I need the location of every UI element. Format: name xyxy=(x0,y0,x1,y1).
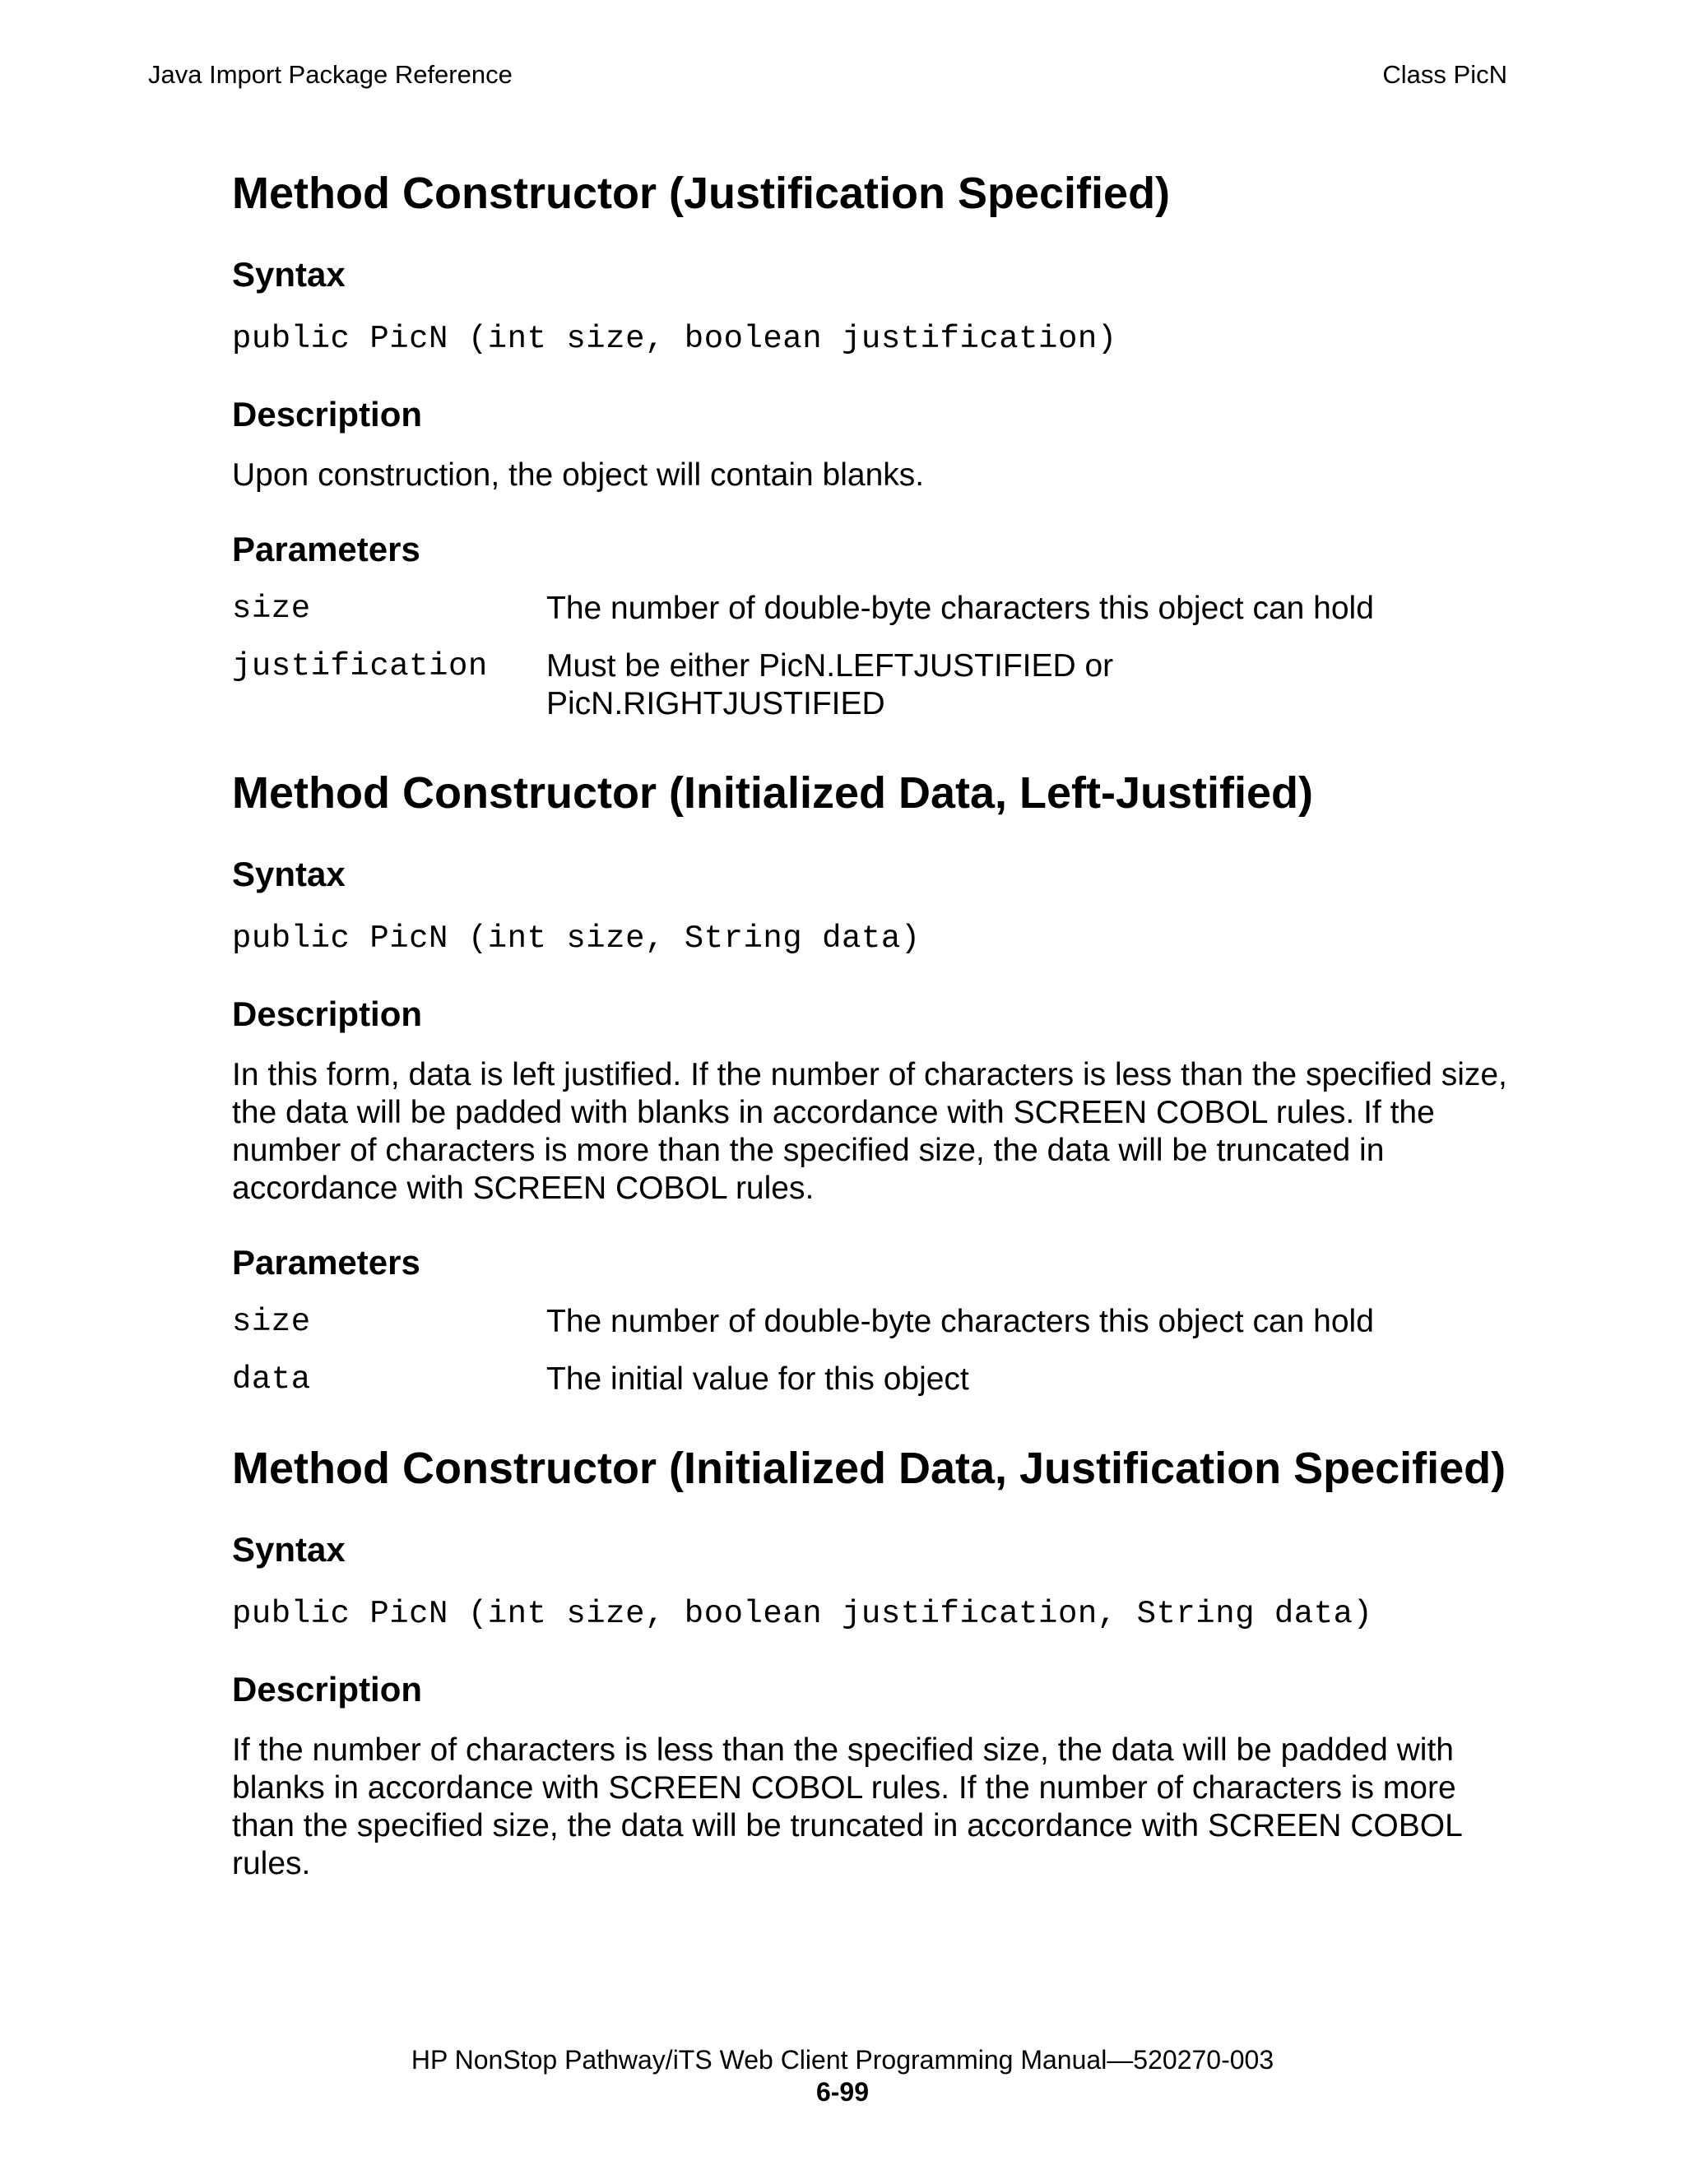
parameter-row xyxy=(232,647,1516,723)
parameter-description: Must be either PicN.LEFTJUSTIFIED or PicN.RIGHTJUSTIFIED xyxy=(546,648,1114,721)
method-title: Method Constructor (Initialized Data, Left-Justified) xyxy=(232,768,1314,818)
description-heading: Description xyxy=(232,995,423,1033)
syntax-code: public PicN (int size, String data) xyxy=(232,920,921,957)
syntax-heading: Syntax xyxy=(232,1530,346,1569)
method-title: Method Constructor (Justification Specified) xyxy=(232,169,1171,218)
parameters-list xyxy=(232,590,1516,723)
parameter-row xyxy=(232,1361,1516,1398)
syntax-heading: Syntax xyxy=(232,255,346,294)
parameter-name: size xyxy=(232,1304,311,1340)
description-text: If the number of characters is less than the specified size, the data will be padded with blanks in accordance with SCREEN COBOL rules. If the number of characters is more than the specified size, the data will be truncated in accordance with SCREEN COBOL rules. xyxy=(232,1732,1462,1881)
footer-manual-title: HP NonStop Pathway/iTS Web Client Programming Manual—520270-003 xyxy=(411,2045,1274,2075)
page-number: 6-99 xyxy=(815,2077,870,2107)
parameter-name: data xyxy=(232,1361,311,1398)
header-class-name: Class PicN xyxy=(1382,60,1507,89)
description-text: Upon construction, the object will contain blanks. xyxy=(232,457,925,493)
description-text: In this form, data is left justified. If the number of characters is less than the specified size, the data will be padded with blanks in accordance with SCREEN COBOL rules. If the number of characters is more than the specified size, the data will be truncated in accordance with SCREEN COBOL rules. xyxy=(232,1057,1507,1206)
method-title: Method Constructor (Initialized Data, Justification Specified) xyxy=(232,1444,1506,1493)
syntax-heading: Syntax xyxy=(232,855,346,893)
parameter-name: size xyxy=(232,591,311,627)
syntax-code: public PicN (int size, boolean justification, String data) xyxy=(232,1596,1373,1632)
parameters-heading: Parameters xyxy=(232,1243,420,1282)
parameter-name: justification xyxy=(232,648,488,684)
method-section-initialized-justification-specified xyxy=(232,1442,1516,1883)
page-content xyxy=(232,167,1516,1883)
syntax-code: public PicN (int size, boolean justification) xyxy=(232,321,1117,357)
parameter-description: The initial value for this object xyxy=(546,1361,969,1397)
page-footer xyxy=(0,2043,1685,2107)
method-section-initialized-left-justified xyxy=(232,767,1516,1398)
parameter-row xyxy=(232,1303,1516,1341)
parameter-row xyxy=(232,590,1516,628)
parameter-description: The number of double-byte characters this object can hold xyxy=(546,1304,1374,1339)
parameter-description: The number of double-byte characters this object can hold xyxy=(546,591,1374,626)
parameters-heading: Parameters xyxy=(232,530,420,568)
parameters-list xyxy=(232,1303,1516,1398)
header-document-title: Java Import Package Reference xyxy=(148,60,513,89)
method-section-justification-specified xyxy=(232,167,1516,723)
description-heading: Description xyxy=(232,395,423,434)
description-heading: Description xyxy=(232,1670,423,1709)
